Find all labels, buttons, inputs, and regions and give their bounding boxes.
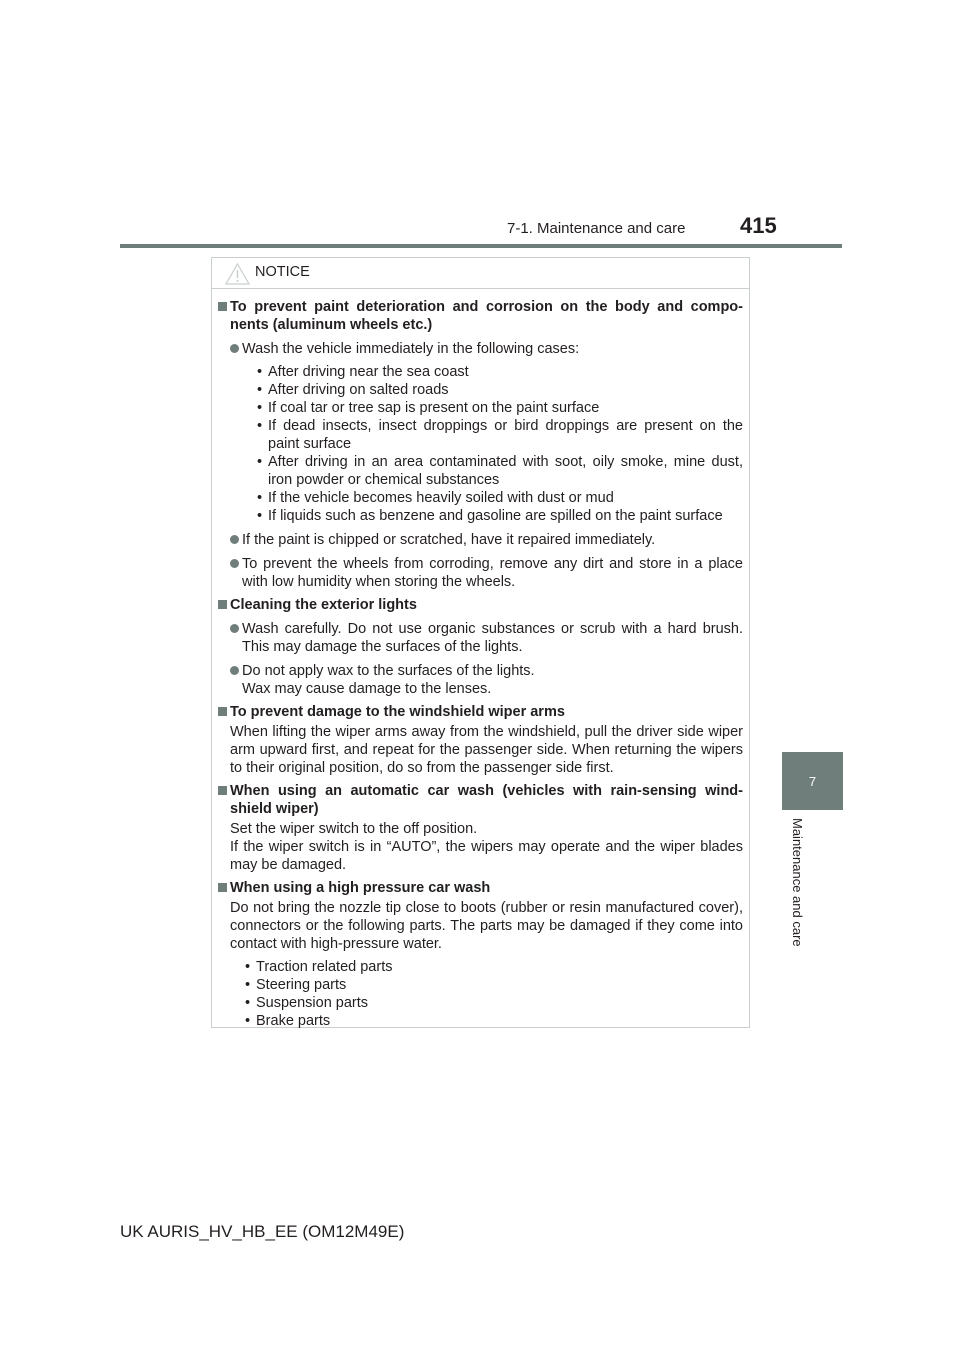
notice-section: [218, 703, 743, 777]
header-section-title: 7-1. Maintenance and care: [507, 220, 686, 237]
square-bullet-icon: [218, 600, 227, 609]
item-text: If the paint is chipped or scratched, have it repaired immediately.: [242, 532, 656, 548]
list-item: [230, 620, 743, 656]
bullet-list: [242, 363, 743, 525]
warning-triangle-icon: [225, 263, 250, 285]
bullet-item: • If coal tar or tree sap is present on the paint surface: [257, 399, 743, 417]
bullet-item: • Suspension parts: [245, 994, 743, 1012]
notice-body: [212, 289, 749, 1030]
circle-bullet-icon: [230, 624, 239, 633]
header-divider: [120, 244, 842, 248]
section-paragraph: Do not bring the nozzle tip close to boots (rubber or resin manufactured cover), connectors or the following parts. The parts may be damaged if they come into contact with high-pressure water.: [230, 900, 743, 952]
notice-section: [218, 782, 743, 874]
bullet-item: • If the vehicle becomes heavily soiled with dust or mud: [257, 489, 743, 507]
bullet-item: • Brake parts: [245, 1012, 743, 1030]
bullet-list: [230, 958, 743, 1030]
page-number: 415: [740, 213, 777, 238]
notice-section: [218, 298, 743, 591]
square-bullet-icon: [218, 786, 227, 795]
bullet-item: • After driving near the sea coast: [257, 363, 743, 381]
section-paragraph: Set the wiper switch to the off position.: [230, 821, 478, 837]
circle-bullet-icon: [230, 535, 239, 544]
section-title: To prevent damage to the windshield wiper arms: [230, 704, 565, 720]
bullet-item: • If dead insects, insect droppings or bird droppings are present on the paint surface: [257, 417, 743, 453]
notice-header: [212, 258, 749, 289]
section-paragraph-continued: If the wiper switch is in “AUTO”, the wipers may operate and the wiper blades may be damaged.: [230, 839, 743, 873]
bullet-item: • If liquids such as benzene and gasoline are spilled on the paint surface: [257, 507, 743, 525]
notice-title: NOTICE: [255, 264, 310, 280]
chapter-tab: [782, 752, 843, 810]
chapter-number: 7: [808, 773, 817, 789]
circle-bullet-icon: [230, 559, 239, 568]
item-text-continued: Wax may cause damage to the lenses.: [242, 681, 492, 697]
item-text: To prevent the wheels from corroding, remove any dirt and store in a place with low humidity when storing the wheels.: [242, 556, 743, 590]
section-title: Cleaning the exterior lights: [230, 597, 417, 613]
bullet-item: • After driving on salted roads: [257, 381, 743, 399]
list-item: [230, 531, 743, 549]
square-bullet-icon: [218, 883, 227, 892]
chapter-side-label: Maintenance and care: [790, 818, 805, 947]
circle-bullet-icon: [230, 666, 239, 675]
circle-bullet-icon: [230, 344, 239, 353]
bullet-item: • Steering parts: [245, 976, 743, 994]
square-bullet-icon: [218, 707, 227, 716]
footer-model-code: UK AURIS_HV_HB_EE (OM12M49E): [120, 1222, 405, 1241]
bullet-item: • After driving in an area contaminated with soot, oily smoke, mine dust, iron powder or chemical substances: [257, 453, 743, 489]
list-item: [230, 555, 743, 591]
list-item: [230, 662, 743, 698]
item-text: Wash carefully. Do not use organic substances or scrub with a hard brush. This may damage the surfaces of the lights.: [242, 621, 743, 655]
notice-box: [211, 257, 750, 1028]
notice-section: [218, 879, 743, 1030]
item-text: Wash the vehicle immediately in the following cases:: [242, 341, 580, 357]
section-paragraph: When lifting the wiper arms away from the windshield, pull the driver side wiper arm upward first, and repeat for the passenger side. When returning the wipers to their original position, do so from the passenger side first.: [230, 724, 743, 776]
notice-section: [218, 596, 743, 698]
square-bullet-icon: [218, 302, 227, 311]
section-title: When using a high pressure car wash: [230, 880, 491, 896]
bullet-item: • Traction related parts: [245, 958, 743, 976]
item-text: Do not apply wax to the surfaces of the lights.: [242, 663, 535, 679]
section-title: When using an automatic car wash (vehicles with rain-sensing wind-shield wiper): [230, 783, 743, 817]
section-title: To prevent paint deterioration and corrosion on the body and compo-nents (aluminum wheels etc.): [230, 299, 743, 333]
list-item: [230, 340, 743, 525]
